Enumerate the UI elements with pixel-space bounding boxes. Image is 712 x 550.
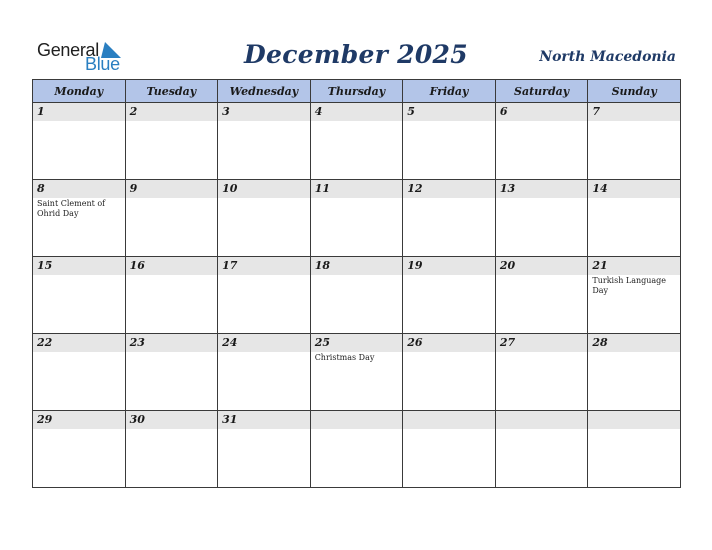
day-number: 29 — [33, 411, 125, 429]
day-number: 18 — [311, 257, 403, 275]
day-number — [588, 411, 680, 429]
day-cell — [33, 257, 126, 334]
day-number: 1 — [33, 103, 125, 121]
calendar-body — [33, 103, 681, 488]
day-number: 3 — [218, 103, 310, 121]
day-number — [403, 411, 495, 429]
day-cell — [310, 411, 403, 488]
day-cell — [588, 257, 681, 334]
holiday-label: Christmas Day — [314, 353, 375, 362]
day-cell — [588, 411, 681, 488]
day-number: 22 — [33, 334, 125, 352]
week-row — [33, 257, 681, 334]
day-cell — [403, 257, 496, 334]
weekday-header-row — [33, 80, 681, 103]
day-number: 4 — [311, 103, 403, 121]
day-number: 26 — [403, 334, 495, 352]
day-cell — [588, 334, 681, 411]
day-number: 9 — [126, 180, 218, 198]
holiday-label: Turkish Language Day — [592, 276, 667, 295]
day-number: 14 — [588, 180, 680, 198]
day-number: 31 — [218, 411, 310, 429]
day-number: 21 — [588, 257, 680, 275]
day-cell — [218, 180, 311, 257]
day-cell — [218, 103, 311, 180]
day-cell — [495, 103, 588, 180]
day-number: 25 — [311, 334, 403, 352]
weekday-header: Tuesday — [125, 80, 218, 103]
day-cell — [310, 103, 403, 180]
day-cell — [33, 334, 126, 411]
day-number: 13 — [496, 180, 588, 198]
day-cell — [310, 180, 403, 257]
day-cell — [495, 180, 588, 257]
day-number: 19 — [403, 257, 495, 275]
day-number: 30 — [126, 411, 218, 429]
logo-general-text: General — [37, 40, 99, 60]
day-number: 17 — [218, 257, 310, 275]
day-cell — [310, 334, 403, 411]
day-cell — [125, 103, 218, 180]
week-row — [33, 411, 681, 488]
day-number: 10 — [218, 180, 310, 198]
day-number: 7 — [588, 103, 680, 121]
day-number: 23 — [126, 334, 218, 352]
day-number: 20 — [496, 257, 588, 275]
day-cell — [33, 180, 126, 257]
calendar-title: December 2025 — [244, 40, 468, 69]
day-number: 24 — [218, 334, 310, 352]
day-cell — [33, 411, 126, 488]
day-number: 6 — [496, 103, 588, 121]
day-number: 2 — [126, 103, 218, 121]
day-cell — [125, 257, 218, 334]
day-cell — [218, 257, 311, 334]
day-cell — [33, 103, 126, 180]
weekday-header: Saturday — [495, 80, 588, 103]
country-name: North Macedonia — [539, 49, 676, 65]
weekday-header: Monday — [33, 80, 126, 103]
logo-blue-text: Blue — [85, 54, 120, 74]
day-cell — [403, 334, 496, 411]
weekday-header: Sunday — [588, 80, 681, 103]
day-cell — [495, 257, 588, 334]
day-number: 28 — [588, 334, 680, 352]
day-number: 5 — [403, 103, 495, 121]
day-number — [311, 411, 403, 429]
day-cell — [588, 180, 681, 257]
day-number: 8 — [33, 180, 125, 198]
week-row — [33, 334, 681, 411]
day-number: 12 — [403, 180, 495, 198]
day-cell — [125, 180, 218, 257]
holiday-label: Saint Clement of Ohrid Day — [37, 199, 106, 218]
weekday-header: Friday — [403, 80, 496, 103]
day-number: 16 — [126, 257, 218, 275]
day-cell — [495, 334, 588, 411]
day-cell — [588, 103, 681, 180]
weekday-header: Thursday — [310, 80, 403, 103]
day-cell — [403, 180, 496, 257]
calendar-grid — [32, 79, 681, 488]
day-number: 15 — [33, 257, 125, 275]
day-cell — [403, 103, 496, 180]
day-cell — [495, 411, 588, 488]
day-cell — [218, 411, 311, 488]
weekday-header: Wednesday — [218, 80, 311, 103]
week-row — [33, 103, 681, 180]
day-cell — [125, 334, 218, 411]
day-cell — [403, 411, 496, 488]
week-row — [33, 180, 681, 257]
day-number: 11 — [311, 180, 403, 198]
day-cell — [218, 334, 311, 411]
day-number: 27 — [496, 334, 588, 352]
day-number — [496, 411, 588, 429]
day-cell — [310, 257, 403, 334]
day-cell — [125, 411, 218, 488]
